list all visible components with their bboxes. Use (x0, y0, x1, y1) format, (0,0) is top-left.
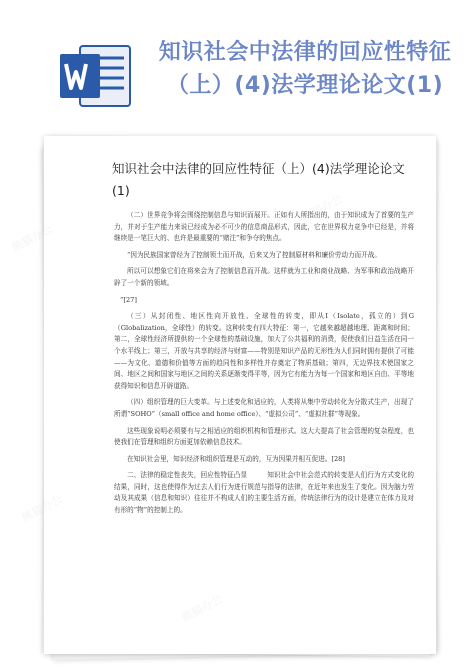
paragraph: ”[27] (120, 295, 137, 304)
watermark: 熊猫办公 (19, 492, 65, 525)
watermark: 熊猫办公 (9, 222, 55, 255)
header (0, 0, 474, 130)
paragraph: （四）组织管理的巨大变革。与上述变化和适应的，人类将从集中劳动转化为分散式生产，出现了所谓“SOHO”（small office and home office）、“虚拟公司”、“虚拟社群”等现象。 (114, 398, 414, 418)
paragraph: （二）世界竞争将会围绕控制信息与知识而展开。正如有人所指出的，由于知识成为了首要的生产力，并对于生产能力来说已经成为必不可少的信息商品形式，因此，它在世界权力竞争中已经是，并将继续是一笔巨大的、也许是最重要的“赌注”和争夺的焦点。 (114, 211, 414, 243)
paragraph: 所以可以想象它们在将来会为了控制信息而开战。这样就为工业和商业战略、为军事和政治战略开辟了一个新的领域。 (114, 267, 414, 287)
page-title: 知识社会中法律的回应性特征（上）(4)法学理论论文(1) (112, 161, 405, 198)
paragraph: “因为民族国家曾经为了控制领土而开战，后来又为了控制原材料和廉价劳动力而开战。 (127, 250, 381, 259)
paragraph: 二、法律的稳定性丧失，回应性特征凸显 知识社会中社会范式的转变是人们行为方式变化的结果，同时，这也使得作为过去人们行为进行规范与指导的法律，在近年来也发生了变化。因为脑力劳动及其成果（信息和知识）往往并不构成人们的主要生活方面，传统法律行为的设计是建立在体力及对有形的“物”的控制上的。 (114, 471, 414, 515)
paragraph: （三）从封闭性、地区性向开放性、全球性的转变，即从Ⅰ（Isolate，孤立的）到G（Globalization，全球性）的转变。这种转变有四大特征：第一，它越来越超越地理、距离和时间；第二，全球性经济所提供的一个全球性的基础设施，加大了公共福利的消费，促使我们日益生活在同一个水平线上；第三，开放与共享的经济与财富——特别是知识产品的无形性为人们同时拥有提供了可能——为文化、道德和价值等方面的趋同性和多样性并存奠定了物质基础；第四，无边界技术使国家之间、地区之间和国家与地区之间的关系逐渐变得平等，因为它有能力为每一个国家和地区自由、平等地获得知识和信息开辟道路。 (114, 312, 414, 390)
paragraph: 在知识社会里，知识经济和组织管理是互动的，互为因果并相互促进。[28] (127, 454, 345, 463)
word-document-icon (58, 42, 134, 110)
header-title: 知识社会中法律的回应性特征（上）(4)法学理论论文(1) (158, 40, 452, 98)
paragraph: 这些现象说明必须要有与之相适应的组织机构和管理形式。这大大提高了社会管理的复杂程度，也使我们在管理和组织方面更加依赖信息技术。 (114, 426, 414, 447)
document-preview (44, 136, 436, 656)
document-page (44, 136, 436, 654)
document-body (114, 210, 414, 522)
